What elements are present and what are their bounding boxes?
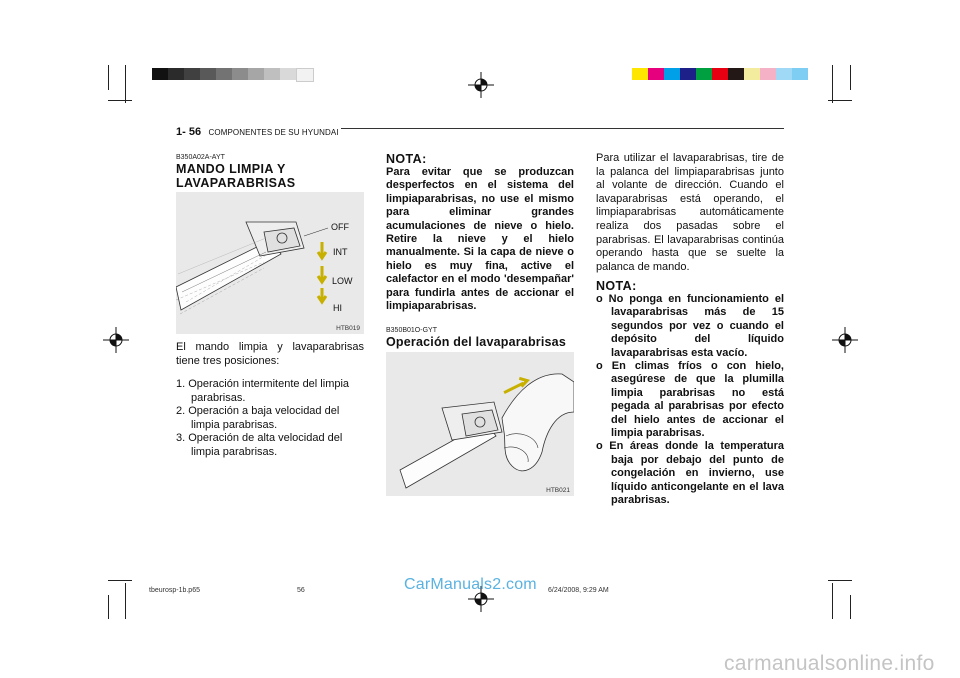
washer-lever-illustration — [386, 352, 574, 496]
color-swatch — [728, 68, 744, 80]
crop-mark-tr-h — [828, 100, 852, 101]
crop-mark-tr-v — [832, 65, 833, 103]
gray-swatch — [264, 68, 280, 80]
crop-mark-tl-v2 — [108, 65, 109, 90]
color-swatch — [680, 68, 696, 80]
figure-code: HTB021 — [546, 487, 570, 494]
crop-mark-br-v — [832, 583, 833, 619]
crop-mark-bl-v2 — [108, 595, 109, 619]
gray-swatch — [280, 68, 296, 80]
list-item: o En climas fríos o con hielo, asegúrese de que la plumilla limpia parabrisas no está pegada al parabrisas por efecto del hielo antes de accionar el limpia parabrisas. — [596, 360, 784, 440]
nota-heading: NOTA: — [386, 152, 427, 166]
gray-swatch — [168, 68, 184, 80]
crop-mark-br-h — [828, 580, 852, 581]
crop-mark-tl-v — [125, 65, 126, 103]
gray-swatch — [152, 68, 168, 80]
section-code: B350B01O-GYT — [386, 327, 437, 334]
color-swatch — [712, 68, 728, 80]
label-low: LOW — [332, 276, 353, 286]
washer-lever-figure — [386, 352, 574, 496]
list-item: o En áreas donde la temperatura baja por debajo del punto de congelación en invierno, use líquido anticongelante en el lava parabrisas. — [596, 440, 784, 507]
page-header — [176, 122, 784, 136]
color-swatch — [792, 68, 808, 80]
list-item: 3. Operación de alta velocidad del limpia parabrisas. — [176, 432, 343, 458]
figure-code: HTB019 — [336, 325, 360, 332]
watermark-carmanualsonline: carmanualsonline.info — [724, 652, 935, 675]
nota-bullets — [596, 293, 784, 508]
color-swatch — [696, 68, 712, 80]
nota-text: Para evitar que se produzcan desperfectos en el sistema del limpiaparabrisas, no use el mismo para eliminar grandes acumulaciones de nieve o hielo. Retire la nieve y el hielo manualmente. Si la capa de nieve o hielo es muy fina, active el calefactor en el modo 'desempañar' para fundirla antes de accionar el limpiaparabrisas. — [386, 166, 574, 313]
gray-swatch — [232, 68, 248, 80]
nota-heading: NOTA: — [596, 279, 637, 293]
color-swatch — [744, 68, 760, 80]
color-swatch — [776, 68, 792, 80]
footer-date: 6/24/2008, 9:29 AM — [548, 587, 609, 594]
label-hi: HI — [333, 303, 342, 313]
gray-swatch — [200, 68, 216, 80]
label-off: OFF — [331, 222, 349, 232]
crop-mark-bl-h — [108, 580, 132, 581]
color-swatch — [760, 68, 776, 80]
page-number: 1- 56 — [176, 126, 202, 138]
gray-swatch — [184, 68, 200, 80]
footer-file: tbeurosp-1b.p65 — [149, 587, 200, 594]
section-code: B350A02A-AYT — [176, 154, 225, 161]
section-title-washer: Operación del lavaparabrisas — [386, 335, 566, 349]
list-item: 1. Operación intermitente del limpia parabrisas. — [176, 378, 350, 404]
registration-target-icon — [103, 327, 129, 353]
wiper-intro: El mando limpia y lavaparabrisas tiene tres posiciones: — [176, 341, 364, 367]
section-title: COMPONENTES DE SU HYUNDAI — [208, 128, 339, 137]
section-title-wiper: MANDO LIMPIA Y LAVAPARABRISAS — [176, 162, 296, 190]
color-swatch — [632, 68, 648, 80]
label-int: INT — [333, 247, 348, 257]
gray-swatch — [296, 68, 314, 82]
registration-target-icon — [832, 327, 858, 353]
gray-swatch — [216, 68, 232, 80]
crop-mark-tl-h — [108, 100, 132, 101]
footer-page: 56 — [297, 587, 305, 594]
list-item: o No ponga en funcionamiento el lavaparabrisas más de 15 segundos por vez o cuando el depósito del líquido lavaparabrisas esta vacío. — [596, 293, 784, 359]
color-swatch — [648, 68, 664, 80]
list-item: 2. Operación a baja velocidad del limpia parabrisas. — [176, 405, 340, 431]
gray-swatch — [248, 68, 264, 80]
header-rule — [341, 128, 784, 129]
crop-mark-bl-v — [125, 583, 126, 619]
wiper-positions-list — [176, 378, 364, 460]
washer-instructions: Para utilizar el lavaparabrisas, tire de la palanca del limpiaparabrisas junto al volante de dirección. Cuando el lavaparabrisas está operando, el limpiaparabrisas automáticamente realiza dos pasadas sobre el parabrisas. El lavaparabrisas continúa operando hasta que se suelte la palanca de mando. — [596, 152, 784, 273]
color-swatch — [664, 68, 680, 80]
crop-mark-br-v2 — [850, 595, 851, 619]
crop-mark-tr-v2 — [850, 65, 851, 90]
wiper-lever-figure — [176, 192, 364, 334]
registration-target-icon — [468, 72, 494, 98]
watermark-carmanuals2: CarManuals2.com — [404, 576, 537, 593]
